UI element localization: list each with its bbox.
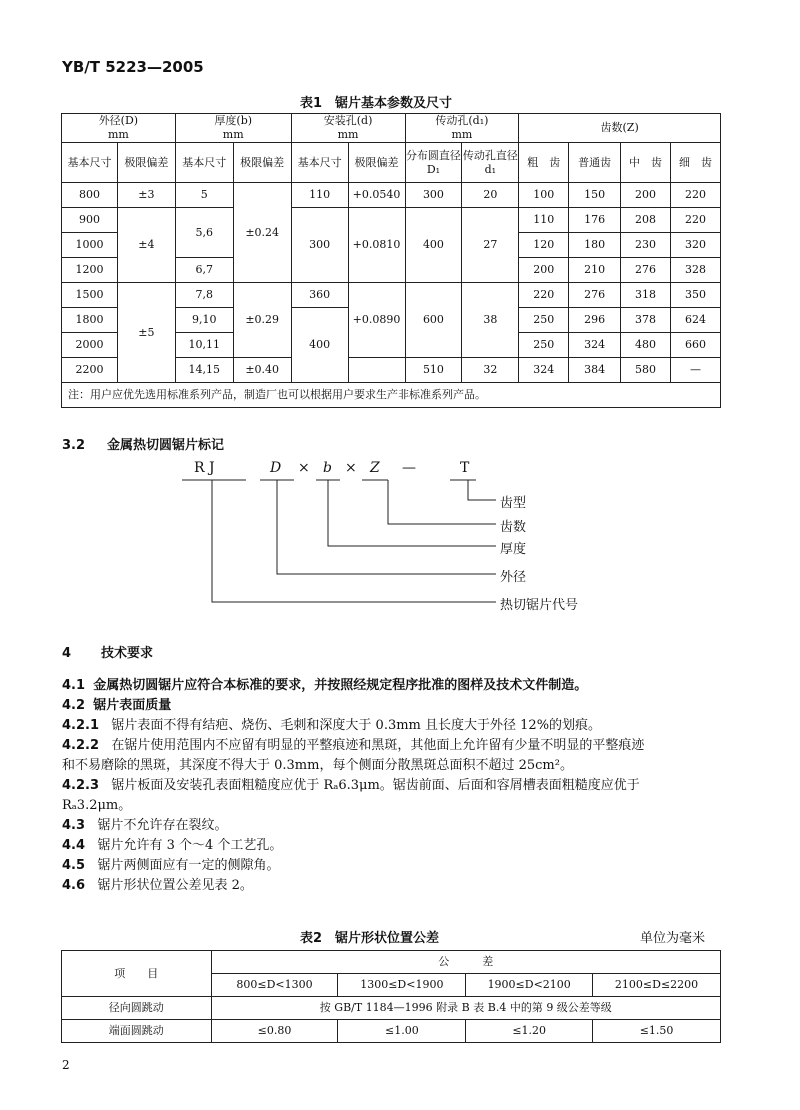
cell-z: 624 — [671, 308, 721, 333]
clause-4-2-3-cont: Rₐ3.2μm。 — [62, 798, 132, 813]
standard-code: YB/T 5223—2005 — [62, 58, 204, 76]
cell-D1: 400 — [405, 208, 462, 283]
mark-x1: × — [298, 460, 310, 476]
cell-b: 7,8 — [175, 283, 233, 308]
marking-diagram — [180, 458, 640, 618]
clause-4-1: 4.1 金属热切圆锯片应符合本标准的要求，并按照经规定程序批准的图样及技术文件制造。 — [62, 678, 588, 693]
cell-z: 328 — [671, 258, 721, 283]
cell-z: 220 — [519, 283, 569, 308]
cell-z: 220 — [671, 183, 721, 208]
cell-z: 100 — [519, 183, 569, 208]
cell-z: 230 — [621, 233, 671, 258]
th-thick: 厚度(b) mm — [175, 114, 291, 143]
mark-b: b — [323, 460, 332, 476]
cell-D: 1500 — [62, 283, 118, 308]
cell-z: 110 — [519, 208, 569, 233]
cell-z: 580 — [621, 358, 671, 383]
label-code: 热切锯片代号 — [500, 598, 579, 613]
table-row — [62, 283, 721, 308]
clause-4-2-3: 4.2.3 锯片板面及安装孔表面粗糙度应优于 Rₐ6.3μm。锯齿前面、后面和容屑槽表面粗糙度应优于 — [62, 778, 640, 793]
mark-rj: R J — [194, 460, 215, 476]
cell-bdev: ±0.29 — [233, 283, 291, 358]
cell-ddev: +0.0810 — [348, 208, 405, 283]
cell-d: 300 — [291, 208, 348, 283]
t2-radial-value: 按 GB/T 1184—1996 附录 B 表 B.4 中的第 9 级公差等级 — [211, 997, 720, 1020]
th-hole: 安装孔(d) mm — [291, 114, 405, 143]
t2-range: 800≤D<1300 — [211, 974, 338, 997]
table2-caption: 表2 锯片形状位置公差 — [300, 931, 440, 946]
th-drive-d: 传动孔直径 d₁ — [462, 143, 519, 183]
table-row — [62, 1020, 721, 1043]
label-outer-dia: 外径 — [500, 570, 527, 585]
cell-d1: 27 — [462, 208, 519, 283]
cell-D: 1000 — [62, 233, 118, 258]
t2-range: 1900≤D<2100 — [466, 974, 593, 997]
cell-D: 2000 — [62, 333, 118, 358]
th-outer: 外径(D) mm — [62, 114, 176, 143]
cell-b: 14,15 — [175, 358, 233, 383]
th-basic: 基本尺寸 — [175, 143, 233, 183]
clause-4-2-2: 4.2.2 在锯片使用范围内不应留有明显的平整痕迹和黑斑，其他面上允许留有少量不明显的平整痕迹 — [62, 738, 645, 753]
t2-face-value: ≤1.00 — [338, 1020, 466, 1043]
clause-4-4: 4.4 锯片允许有 3 个～4 个工艺孔。 — [62, 838, 283, 853]
cell-z: 200 — [519, 258, 569, 283]
th-drive: 传动孔(d₁) mm — [405, 114, 519, 143]
cell-z: 176 — [569, 208, 621, 233]
th-coarse: 粗 齿 — [519, 143, 569, 183]
th-normal: 普通齿 — [569, 143, 621, 183]
cell-d: 110 — [291, 183, 348, 208]
label-thickness: 厚度 — [500, 542, 527, 557]
page-number: 2 — [62, 1058, 70, 1072]
th-dev: 极限偏差 — [117, 143, 175, 183]
t2-item-header: 项 目 — [62, 951, 212, 997]
cell-b: 9,10 — [175, 308, 233, 333]
table-row — [62, 183, 721, 208]
cell-Ddev: ±3 — [117, 183, 175, 208]
cell-z: 208 — [621, 208, 671, 233]
mark-x2: × — [345, 460, 357, 476]
cell-bdev: ±0.24 — [233, 183, 291, 283]
cell-bdev: ±0.40 — [233, 358, 291, 383]
cell-z: 120 — [519, 233, 569, 258]
cell-d1: 32 — [462, 358, 519, 383]
table-row — [62, 208, 721, 233]
cell-z: 660 — [671, 333, 721, 358]
cell-z: 324 — [569, 333, 621, 358]
mark-dash: — — [402, 460, 416, 476]
cell-z: 180 — [569, 233, 621, 258]
label-tooth-type: 齿型 — [500, 496, 527, 511]
th-pitch: 分布圆直径 D₁ — [405, 143, 462, 183]
th-dev: 极限偏差 — [233, 143, 291, 183]
cell-z: 250 — [519, 308, 569, 333]
mark-T: T — [460, 460, 470, 476]
section-3-2-heading: 3.2 金属热切圆锯片标记 — [62, 438, 225, 453]
clause-4-2: 4.2 锯片表面质量 — [62, 698, 172, 713]
cell-Ddev: ±5 — [117, 283, 175, 383]
cell-D1: 300 — [405, 183, 462, 208]
t2-face-label: 端面圆跳动 — [62, 1020, 212, 1043]
clause-4-5: 4.5 锯片两侧面应有一定的侧隙角。 — [62, 858, 280, 873]
cell-z: — — [671, 358, 721, 383]
cell-b: 6,7 — [175, 258, 233, 283]
clause-4-2-1: 4.2.1 锯片表面不得有结疤、烧伤、毛刺和深度大于 0.3mm 且长度大于外径 12%的划痕。 — [62, 718, 602, 733]
cell-z: 276 — [569, 283, 621, 308]
table2-unit: 单位为毫米 — [640, 931, 706, 946]
cell-D1: 600 — [405, 283, 462, 358]
cell-d1: 38 — [462, 283, 519, 358]
cell-ddev-empty — [348, 358, 405, 383]
cell-z: 150 — [569, 183, 621, 208]
cell-d: 360 — [291, 283, 348, 308]
mark-D: D — [270, 460, 282, 476]
cell-z: 350 — [671, 283, 721, 308]
cell-z: 384 — [569, 358, 621, 383]
cell-D: 900 — [62, 208, 118, 233]
th-dev: 极限偏差 — [348, 143, 405, 183]
t2-tolerance-header: 公 差 — [211, 951, 720, 974]
t2-range: 1300≤D<1900 — [338, 974, 466, 997]
cell-ddev: +0.0540 — [348, 183, 405, 208]
cell-b: 5 — [175, 183, 233, 208]
cell-ddev: +0.0890 — [348, 283, 405, 358]
cell-z: 480 — [621, 333, 671, 358]
cell-d1: 20 — [462, 183, 519, 208]
cell-z: 324 — [519, 358, 569, 383]
cell-z: 318 — [621, 283, 671, 308]
cell-z: 250 — [519, 333, 569, 358]
cell-z: 320 — [671, 233, 721, 258]
cell-Ddev: ±4 — [117, 208, 175, 283]
mark-Z: Z — [370, 460, 380, 476]
table1-caption: 表1 锯片基本参数及尺寸 — [300, 96, 453, 111]
cell-z: 276 — [621, 258, 671, 283]
th-teeth: 齿数(Z) — [519, 114, 721, 143]
t2-face-value: ≤1.50 — [593, 1020, 721, 1043]
th-fine: 细 齿 — [671, 143, 721, 183]
cell-D: 800 — [62, 183, 118, 208]
label-teeth-count: 齿数 — [500, 520, 527, 535]
table-row — [62, 997, 721, 1020]
th-basic: 基本尺寸 — [291, 143, 348, 183]
cell-D: 1800 — [62, 308, 118, 333]
cell-z: 296 — [569, 308, 621, 333]
th-medium: 中 齿 — [621, 143, 671, 183]
table2 — [61, 950, 721, 1043]
cell-z: 200 — [621, 183, 671, 208]
cell-b: 10,11 — [175, 333, 233, 358]
table1-note: 注：用户应优先选用标准系列产品，制造厂也可以根据用户要求生产非标准系列产品。 — [62, 383, 721, 408]
clause-4-2-2-cont: 和不易磨除的黑斑，其深度不得大于 0.3mm，每个侧面分散黑斑总面积不超过 25cm²。 — [62, 758, 573, 773]
clauses — [62, 676, 732, 896]
cell-d: 400 — [291, 308, 348, 383]
cell-D: 1200 — [62, 258, 118, 283]
cell-b: 5,6 — [175, 208, 233, 258]
cell-z: 210 — [569, 258, 621, 283]
cell-D: 2200 — [62, 358, 118, 383]
clause-4-3: 4.3 锯片不允许存在裂纹。 — [62, 818, 228, 833]
t2-face-value: ≤0.80 — [211, 1020, 338, 1043]
t2-radial-label: 径向圆跳动 — [62, 997, 212, 1020]
t2-range: 2100≤D≤2200 — [593, 974, 721, 997]
cell-z: 378 — [621, 308, 671, 333]
section-4-heading: 4 技术要求 — [62, 646, 154, 661]
clause-4-6: 4.6 锯片形状位置公差见表 2。 — [62, 878, 253, 893]
t2-face-value: ≤1.20 — [466, 1020, 593, 1043]
cell-z: 220 — [671, 208, 721, 233]
table1 — [61, 113, 721, 408]
th-basic: 基本尺寸 — [62, 143, 118, 183]
cell-D1: 510 — [405, 358, 462, 383]
